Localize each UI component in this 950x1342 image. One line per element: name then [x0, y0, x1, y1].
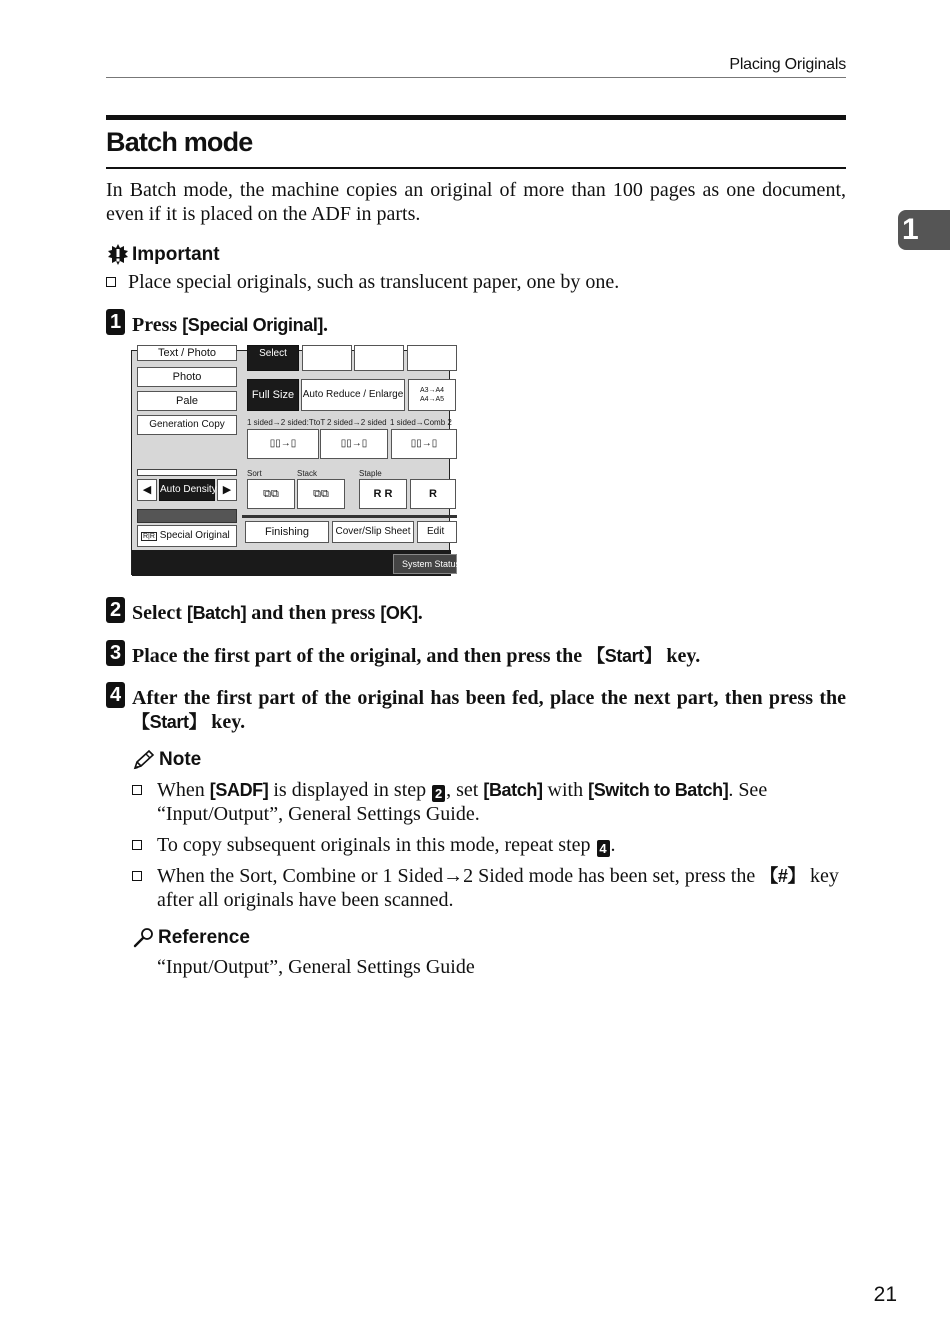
special-original-button: R|R Special Original: [137, 525, 237, 547]
step-4: 4 After the first part of the original has been fed, place the next part, then press the 【Start】 key.: [106, 686, 846, 734]
step-reference-badge: 2: [432, 785, 445, 802]
staple-right-button: R: [410, 479, 456, 509]
duplex-comb-button: ▯▯→▯: [391, 429, 457, 459]
key-label: [Batch]: [186, 603, 247, 623]
photo-button: Photo: [137, 367, 237, 387]
generation-copy-button: Generation Copy: [137, 415, 237, 435]
reference-heading-label: Reference: [158, 927, 250, 948]
reference-text: “Input/Output”, General Settings Guide: [157, 956, 475, 978]
pale-button: Pale: [137, 391, 237, 411]
important-heading: [106, 243, 220, 267]
key-label: [SADF]: [209, 780, 269, 800]
ratio-button: A3→A4 A4→A5: [408, 379, 456, 411]
important-item: Place special originals, such as translucent paper, one by one.: [106, 270, 619, 294]
section-top-bar: [106, 115, 846, 120]
tab-divider: [242, 515, 457, 518]
key-label: [OK]: [380, 603, 418, 623]
cover-slip-sheet-tab: Cover/Slip Sheet: [332, 521, 414, 543]
note-heading-label: Note: [159, 749, 202, 770]
step-number-badge: 4: [106, 682, 125, 708]
pencil-icon: [132, 749, 156, 771]
edit-tab: Edit: [417, 521, 457, 543]
chapter-tab: 1: [898, 210, 950, 250]
stack-button: ⧉⧉: [297, 479, 345, 509]
key-label: 【Start】: [587, 646, 662, 666]
auto-reduce-enlarge-button: Auto Reduce / Enlarge: [301, 379, 405, 411]
full-size-button: Full Size: [247, 379, 299, 411]
duplex-label: 2 sided→2 sided: [327, 418, 387, 427]
step-3: 3 Place the first part of the original, and then press the 【Start】 key.: [106, 644, 846, 668]
step-number-badge: 3: [106, 640, 125, 666]
system-status-button: System Status: [393, 554, 457, 574]
auto-density-button: Auto Density: [159, 479, 215, 501]
sort-label: Sort: [247, 469, 262, 478]
intro-paragraph: In Batch mode, the machine copies an original of more than 100 pages as one document, even if it is placed on the ADF in parts.: [106, 179, 846, 225]
key-label: [Special Original]: [182, 315, 324, 335]
duplex-1to2-button: ▯▯→▯: [247, 429, 319, 459]
density-left-arrow-icon: ◀: [137, 479, 157, 501]
control-panel-screenshot: [131, 347, 461, 575]
special-original-icon: R|R: [143, 533, 155, 540]
key-label: 【Start】: [132, 712, 207, 732]
page-number: 21: [873, 1283, 897, 1306]
preset-slot: [354, 345, 404, 371]
running-header: Placing Originals: [729, 56, 846, 73]
reference-heading: [132, 927, 250, 949]
section-bottom-rule: [106, 167, 846, 169]
stack-label: Stack: [297, 469, 318, 478]
preset-slot: [407, 345, 457, 371]
note-item-2: To copy subsequent originals in this mode, repeat step 4 .: [132, 833, 846, 857]
checkbox-bullet-icon: [132, 785, 142, 795]
note-heading: [132, 749, 201, 771]
density-right-arrow-icon: ▶: [217, 479, 237, 501]
text-photo-button: Text / Photo: [137, 345, 237, 361]
header-rule: [106, 77, 846, 78]
key-label: [Switch to Batch]: [588, 780, 729, 800]
special-original-header: [137, 509, 237, 523]
select-button: Select: [247, 345, 299, 371]
magnifier-icon: [132, 927, 156, 949]
finishing-tab: Finishing: [245, 521, 329, 543]
important-icon: [106, 243, 130, 267]
step-2: 2 Select [Batch] and then press [OK].: [106, 601, 846, 625]
density-scale: [137, 469, 237, 476]
checkbox-bullet-icon: [132, 840, 142, 850]
preset-slot: [302, 345, 352, 371]
key-label: [Batch]: [483, 780, 543, 800]
step-reference-badge: 4: [597, 840, 610, 857]
duplex-label: 1 sided→2 sided:TtoT: [247, 418, 326, 427]
checkbox-bullet-icon: [132, 871, 142, 881]
step-number-badge: 2: [106, 597, 125, 623]
note-item-1: When [SADF] is displayed in step 2 , set [Batch] with [Switch to Batch]. See “Input/Output”, General Settings Guide.: [132, 778, 846, 826]
checkbox-bullet-icon: [106, 277, 116, 287]
duplex-label: 1 sided→Comb 2: [390, 418, 452, 427]
staple-button: R R: [359, 479, 407, 509]
sort-button: ⧉⧉: [247, 479, 295, 509]
important-heading-label: Important: [132, 244, 220, 265]
duplex-2to2-button: ▯▯→▯: [320, 429, 388, 459]
staple-label: Staple: [359, 469, 382, 478]
section-title: Batch mode: [106, 127, 253, 157]
step-1: 1 Press [Special Original].: [106, 313, 846, 337]
note-item-3: When the Sort, Combine or 1 Sided→2 Sided mode has been set, press the 【#】 key after all originals have been scanned.: [132, 864, 846, 912]
key-label: 【#】: [760, 866, 806, 886]
step-number-badge: 1: [106, 309, 125, 335]
